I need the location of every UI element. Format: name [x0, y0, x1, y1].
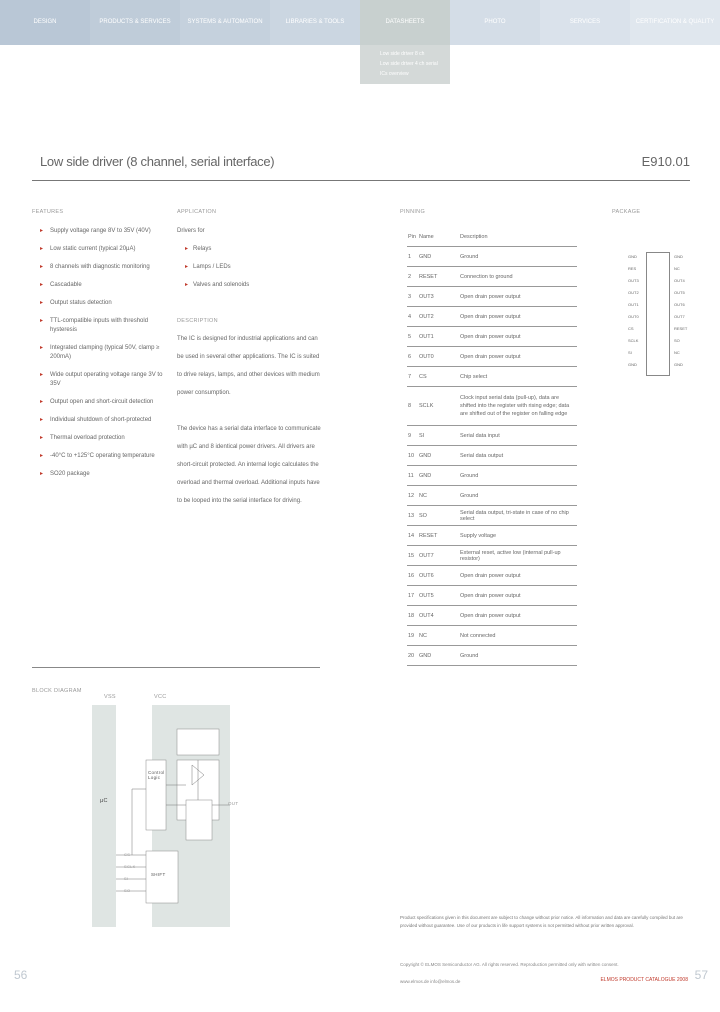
package-pin-right: OUT4 — [674, 278, 685, 283]
pin-number: 15 — [407, 546, 418, 566]
package-pin-left: OUT2 — [628, 290, 639, 295]
bd-pin-label: SI — [124, 876, 129, 881]
pin-number: 7 — [407, 367, 418, 387]
legal-notice: Product specifications given in this document are subject to change without prior notice. All information and data are carefully compiled but are provided without guarantee. Use of our products in life support systems is not permitted without prior written approval. — [400, 915, 683, 928]
submenu-item[interactable]: Low side driver 4 ch serial — [380, 61, 438, 67]
pin-description: Ground — [459, 247, 577, 267]
pin-name: OUT1 — [418, 327, 459, 347]
pin-row — [407, 446, 577, 466]
description-text — [177, 330, 322, 510]
pin-name: OUT6 — [418, 566, 459, 586]
pin-description: Serial data output, tri-state in case of no chip select — [459, 506, 577, 526]
pin-name: OUT5 — [418, 586, 459, 606]
pin-description: Connection to ground — [459, 267, 577, 287]
nav-tab-certification[interactable]: CERTIFICATION & QUALITY — [630, 0, 720, 45]
description-column-header: Description — [459, 227, 577, 247]
pin-row — [407, 307, 577, 327]
pin-row — [407, 626, 577, 646]
pin-row — [407, 367, 577, 387]
package-pin-right: GND — [674, 254, 683, 259]
features-list — [40, 222, 170, 483]
feature-item: ▸ Individual shutdown of short-protected — [40, 411, 170, 429]
pin-row — [407, 327, 577, 347]
pin-description: Ground — [459, 646, 577, 666]
footer-contact: www.elmos.de info@elmos.de — [400, 979, 461, 984]
nav-tab-systems[interactable]: SYSTEMS & AUTOMATION — [180, 0, 270, 45]
pin-row — [407, 287, 577, 307]
pin-name: SCLK — [418, 387, 459, 426]
pin-description: Ground — [459, 466, 577, 486]
pin-number: 9 — [407, 426, 418, 446]
package-pin-right: NC — [674, 350, 680, 355]
product-code: E910.01 — [641, 154, 690, 169]
pin-name: RESET — [418, 267, 459, 287]
pin-name: GND — [418, 247, 459, 267]
block-diagram — [92, 705, 230, 930]
pin-description: Open drain power output — [459, 347, 577, 367]
pin-number: 18 — [407, 606, 418, 626]
pin-number: 6 — [407, 347, 418, 367]
pin-number: 11 — [407, 466, 418, 486]
pin-name: OUT7 — [418, 546, 459, 566]
feature-item: ▸ Output status detection — [40, 294, 170, 312]
pin-number: 2 — [407, 267, 418, 287]
pin-name: NC — [418, 486, 459, 506]
pin-number: 13 — [407, 506, 418, 526]
submenu-item[interactable]: Low side driver 8 ch — [380, 51, 425, 57]
pin-number: 12 — [407, 486, 418, 506]
pin-row — [407, 546, 577, 566]
package-pin-left: RES — [628, 266, 637, 271]
feature-item: ▸ Wide output operating voltage range 3V to 35V — [40, 366, 170, 393]
pin-name: SI — [418, 426, 459, 446]
description-paragraph: The IC is designed for industrial applications and can be used in several other applications. The IC is suited to drive relays, lamps, and other devices with medium power consumption. — [177, 336, 320, 396]
control-logic-label: Control Logic — [148, 770, 165, 780]
application-item: ▸ Valves and solenoids — [177, 276, 249, 294]
package-pin-right: OUT5 — [674, 290, 685, 295]
package-outline — [646, 252, 670, 376]
application-label: APPLICATION — [177, 209, 217, 215]
pin-name: NC — [418, 626, 459, 646]
pin-row — [407, 566, 577, 586]
datasheets-submenu — [360, 45, 450, 84]
pin-number: 16 — [407, 566, 418, 586]
pin-name: SO — [418, 506, 459, 526]
vcc-label: VCC — [154, 694, 167, 700]
pin-description: Open drain power output — [459, 287, 577, 307]
package-pin-left: SI — [628, 350, 632, 355]
pin-number: 5 — [407, 327, 418, 347]
vss-label: VSS — [104, 694, 116, 700]
pin-description: Open drain power output — [459, 307, 577, 327]
pin-number: 20 — [407, 646, 418, 666]
feature-item: ▸ Thermal overload protection — [40, 429, 170, 447]
pin-number: 3 — [407, 287, 418, 307]
output-label: OUT — [228, 801, 239, 806]
pin-number: 14 — [407, 526, 418, 546]
pin-name: GND — [418, 466, 459, 486]
pin-number: 10 — [407, 446, 418, 466]
microcontroller-label: µC — [100, 798, 108, 804]
pin-description: Serial data input — [459, 426, 577, 446]
pin-number: 4 — [407, 307, 418, 327]
title-divider — [32, 180, 690, 181]
description-label: DESCRIPTION — [177, 318, 218, 324]
top-navigation — [0, 0, 720, 45]
pin-description: Open drain power output — [459, 606, 577, 626]
application-item: ▸ Relays — [177, 240, 249, 258]
pin-description: Chip select — [459, 367, 577, 387]
pin-name: OUT0 — [418, 347, 459, 367]
pinning-label: PINNING — [400, 209, 426, 215]
description-paragraph: The device has a serial data interface to communicate with µC and 8 identical power drivers. All drivers are short-circuit protected. An internal logic calculates the overload and thermal overload. Additional inputs have to be looped into the serial interface for driving. — [177, 426, 321, 504]
pin-description: Open drain power output — [459, 327, 577, 347]
shift-register-label: SHIFT — [151, 872, 166, 877]
pin-description: Open drain power output — [459, 566, 577, 586]
pinning-table — [407, 227, 577, 666]
bd-pin-label: SO — [124, 888, 131, 893]
pin-name: CS — [418, 367, 459, 387]
nav-tab-design[interactable]: DESIGN — [0, 0, 90, 45]
pin-row — [407, 526, 577, 546]
pin-row — [407, 387, 577, 426]
features-label: FEATURES — [32, 209, 64, 215]
pin-description: Supply voltage — [459, 526, 577, 546]
nav-tab-products[interactable]: PRODUCTS & SERVICES — [90, 0, 180, 45]
feature-item: ▸ SO20 package — [40, 465, 170, 483]
bd-pin-label: SCLK — [124, 864, 136, 869]
submenu-item[interactable]: ICs overview — [380, 71, 409, 77]
block-diagram-label: BLOCK DIAGRAM — [32, 688, 82, 694]
package-drawing — [628, 244, 688, 374]
nav-tab-photo[interactable]: PHOTO — [450, 0, 540, 45]
feature-item: ▸ Integrated clamping (typical 50V, clamp ≥ 200mA) — [40, 339, 170, 366]
pin-name: OUT3 — [418, 287, 459, 307]
package-pin-left: GND — [628, 362, 637, 367]
page-title: Low side driver (8 channel, serial interface) — [40, 154, 275, 169]
pin-description: Serial data output — [459, 446, 577, 466]
pin-row — [407, 486, 577, 506]
package-label: PACKAGE — [612, 209, 641, 215]
package-pin-right: NC — [674, 266, 680, 271]
package-pin-left: OUT3 — [628, 278, 639, 283]
package-pin-right: OUT6 — [674, 302, 685, 307]
pin-number: 1 — [407, 247, 418, 267]
pin-row — [407, 646, 577, 666]
pin-column-header: Pin — [407, 227, 418, 247]
pin-name: GND — [418, 646, 459, 666]
application-list — [177, 222, 249, 294]
feature-item: ▸ Supply voltage range 8V to 35V (40V) — [40, 222, 170, 240]
pin-description: Ground — [459, 486, 577, 506]
pin-row — [407, 586, 577, 606]
pin-number: 8 — [407, 387, 418, 426]
pin-row — [407, 426, 577, 446]
package-pin-right: RESET — [674, 326, 688, 331]
pin-description: External reset, active low (internal pull-up resistor) — [459, 546, 577, 566]
pin-row — [407, 267, 577, 287]
feature-item: ▸ TTL-compatible inputs with threshold hysteresis — [40, 312, 170, 339]
pin-name: OUT2 — [418, 307, 459, 327]
package-pin-left: OUT0 — [628, 314, 639, 319]
pin-number: 17 — [407, 586, 418, 606]
page-number-left: 56 — [14, 968, 28, 982]
package-pin-left: CS — [628, 326, 634, 331]
application-lead: Drivers for — [177, 228, 205, 234]
pin-description: Clock input serial data (pull-up), data are shifted into the register with rising edge; data are shifted out of the register on falling edge — [459, 387, 577, 426]
pin-description: Not connected — [459, 626, 577, 646]
pin-name: GND — [418, 446, 459, 466]
page-number-right: 57 — [694, 968, 708, 982]
footer-brand: ELMOS PRODUCT CATALOGUE 2008 — [600, 977, 688, 983]
pin-row — [407, 347, 577, 367]
pin-name: OUT4 — [418, 606, 459, 626]
name-column-header: Name — [418, 227, 459, 247]
package-pin-left: GND — [628, 254, 637, 259]
copyright: Copyright © ELMOS Semiconductor AG. All rights reserved. Reproduction permitted only with written consent. — [400, 962, 619, 967]
nav-tab-services[interactable]: SERVICES — [540, 0, 630, 45]
feature-item: ▸ Cascadable — [40, 276, 170, 294]
pin-row — [407, 247, 577, 267]
package-pin-right: OUT7 — [674, 314, 685, 319]
application-item: ▸ Lamps / LEDs — [177, 258, 249, 276]
nav-tab-datasheets[interactable]: DATASHEETS — [360, 0, 450, 45]
package-pin-right: GND — [674, 362, 683, 367]
feature-item: ▸ -40°C to +125°C operating temperature — [40, 447, 170, 465]
pin-row — [407, 506, 577, 526]
package-pin-left: OUT1 — [628, 302, 639, 307]
pin-row — [407, 466, 577, 486]
pin-name: RESET — [418, 526, 459, 546]
feature-item: ▸ 8 channels with diagnostic monitoring — [40, 258, 170, 276]
pin-row — [407, 606, 577, 626]
package-pin-right: SO — [674, 338, 680, 343]
nav-tab-libraries[interactable]: LIBRARIES & TOOLS — [270, 0, 360, 45]
pin-description: Open drain power output — [459, 586, 577, 606]
bd-pin-label: CS — [124, 852, 131, 857]
section-divider — [32, 667, 320, 668]
pin-number: 19 — [407, 626, 418, 646]
feature-item: ▸ Output open and short-circuit detection — [40, 393, 170, 411]
package-pin-left: SCLK — [628, 338, 639, 343]
feature-item: ▸ Low static current (typical 20μA) — [40, 240, 170, 258]
